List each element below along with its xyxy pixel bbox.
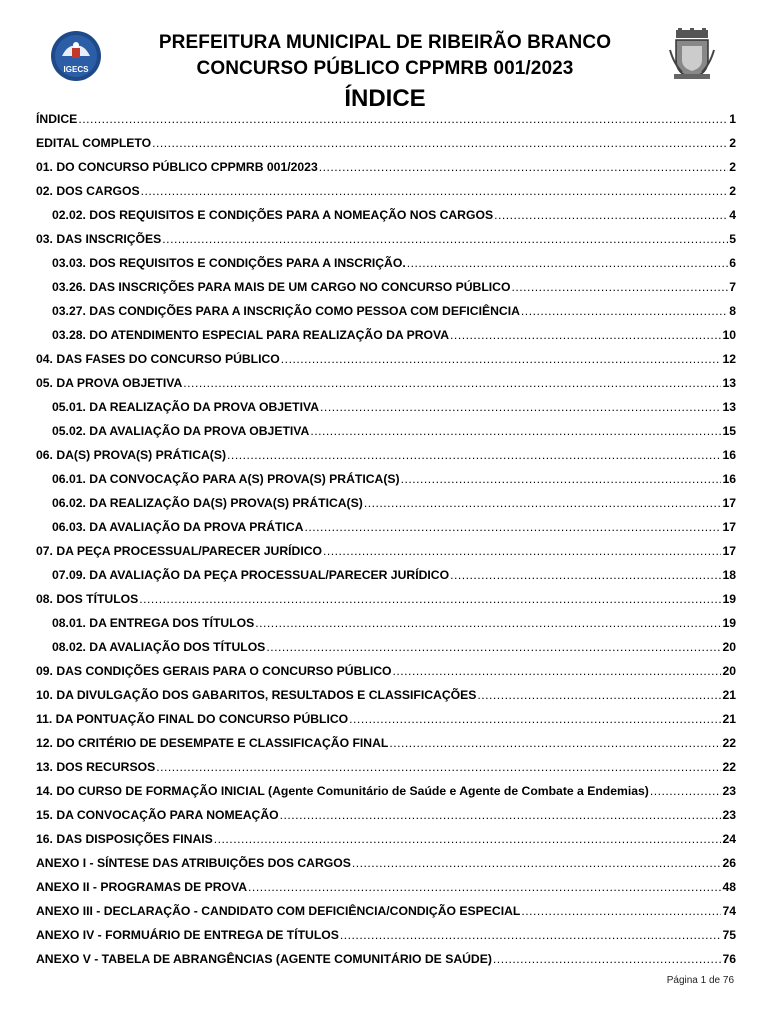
- toc-entry-label: 09. DAS CONDIÇÕES GERAIS PARA O CONCURSO PÚBLICO: [36, 664, 392, 678]
- header-institution: PREFEITURA MUNICIPAL DE RIBEIRÃO BRANCO: [158, 32, 612, 53]
- toc-entry-label: 14. DO CURSO DE FORMAÇÃO INICIAL (Agente Comunitário de Saúde e Agente de Combate a Endemias): [36, 784, 649, 798]
- toc-entry-label: 15. DA CONVOCAÇÃO PARA NOMEAÇÃO: [36, 808, 279, 822]
- toc-entry-page: 19: [722, 592, 736, 606]
- toc-dot-leader: [650, 779, 722, 803]
- toc-dot-leader: [407, 251, 728, 275]
- toc-entry-page: 24: [722, 832, 736, 846]
- toc-entry-page: 18: [722, 568, 736, 582]
- toc-dot-leader: [152, 131, 728, 155]
- toc-entry-page: 4: [729, 208, 736, 222]
- toc-entry-page: 1: [729, 112, 736, 126]
- toc-entry[interactable]: [36, 491, 736, 515]
- toc-dot-leader: [139, 587, 721, 611]
- toc-entry-page: 20: [722, 640, 736, 654]
- toc-entry-page: 16: [722, 472, 736, 486]
- toc-entry-label: 06.01. DA CONVOCAÇÃO PARA A(S) PROVA(S) PRÁTICA(S): [52, 472, 400, 486]
- toc-entry-label: 05. DA PROVA OBJETIVA: [36, 376, 183, 390]
- toc-entry-label: ÍNDICE: [36, 112, 78, 126]
- toc-dot-leader: [255, 611, 721, 635]
- toc-dot-leader: [511, 275, 728, 299]
- page-number-footer: Página 1 de 76: [666, 975, 734, 986]
- toc-entry[interactable]: [36, 563, 736, 587]
- toc-entry[interactable]: [36, 515, 736, 539]
- toc-entry-label: 07.09. DA AVALIAÇÃO DA PEÇA PROCESSUAL/PARECER JURÍDICO: [52, 568, 450, 582]
- toc-entry[interactable]: [36, 707, 736, 731]
- toc-dot-leader: [450, 323, 721, 347]
- toc-entry-label: 03.28. DO ATENDIMENTO ESPECIAL PARA REALIZAÇÃO DA PROVA: [52, 328, 450, 342]
- toc-entry-label: ANEXO I - SÍNTESE DAS ATRIBUIÇÕES DOS CARGOS: [36, 856, 351, 870]
- toc-dot-leader: [349, 707, 721, 731]
- toc-entry[interactable]: [36, 275, 736, 299]
- toc-entry[interactable]: [36, 803, 736, 827]
- toc-entry-label: 11. DA PONTUAÇÃO FINAL DO CONCURSO PÚBLICO: [36, 712, 349, 726]
- toc-entry-label: ANEXO III - DECLARAÇÃO - CANDIDATO COM DEFICIÊNCIA/CONDIÇÃO ESPECIAL: [36, 904, 521, 918]
- toc-dot-leader: [393, 659, 722, 683]
- toc-entry[interactable]: [36, 923, 736, 947]
- toc-dot-leader: [78, 107, 728, 131]
- toc-entry-label: 12. DO CRITÉRIO DE DESEMPATE E CLASSIFICAÇÃO FINAL: [36, 736, 389, 750]
- toc-entry[interactable]: [36, 467, 736, 491]
- toc-dot-leader: [340, 923, 722, 947]
- toc-entry[interactable]: [36, 323, 736, 347]
- table-of-contents: [36, 107, 736, 971]
- toc-entry[interactable]: [36, 899, 736, 923]
- toc-entry[interactable]: [36, 683, 736, 707]
- toc-dot-leader: [280, 803, 722, 827]
- toc-entry-page: 2: [729, 136, 736, 150]
- toc-entry-page: 12: [722, 352, 736, 366]
- toc-entry-page: 19: [722, 616, 736, 630]
- toc-dot-leader: [162, 227, 728, 251]
- toc-entry-page: 15: [722, 424, 736, 438]
- toc-dot-leader: [323, 539, 721, 563]
- toc-dot-leader: [266, 635, 721, 659]
- toc-entry-page: 13: [722, 400, 736, 414]
- toc-entry[interactable]: [36, 419, 736, 443]
- toc-entry[interactable]: [36, 827, 736, 851]
- toc-dot-leader: [477, 683, 721, 707]
- toc-dot-leader: [281, 347, 722, 371]
- toc-entry-label: 06. DA(S) PROVA(S) PRÁTICA(S): [36, 448, 227, 462]
- toc-entry-label: ANEXO II - PROGRAMAS DE PROVA: [36, 880, 248, 894]
- toc-entry[interactable]: [36, 731, 736, 755]
- toc-entry-page: 21: [722, 688, 736, 702]
- toc-entry-label: 10. DA DIVULGAÇÃO DOS GABARITOS, RESULTADOS E CLASSIFICAÇÕES: [36, 688, 477, 702]
- toc-entry-label: 13. DOS RECURSOS: [36, 760, 156, 774]
- toc-entry[interactable]: [36, 371, 736, 395]
- toc-entry[interactable]: [36, 395, 736, 419]
- toc-entry[interactable]: [36, 299, 736, 323]
- toc-entry[interactable]: [36, 851, 736, 875]
- toc-entry-page: 48: [722, 880, 736, 894]
- toc-entry[interactable]: [36, 347, 736, 371]
- toc-dot-leader: [214, 827, 722, 851]
- toc-entry[interactable]: [36, 779, 736, 803]
- toc-entry-label: EDITAL COMPLETO: [36, 136, 152, 150]
- toc-entry-page: 20: [722, 664, 736, 678]
- toc-entry-label: 16. DAS DISPOSIÇÕES FINAIS: [36, 832, 213, 846]
- toc-dot-leader: [156, 755, 721, 779]
- toc-entry-label: 07. DA PEÇA PROCESSUAL/PARECER JURÍDICO: [36, 544, 322, 558]
- toc-entry-label: ANEXO IV - FORMUÁRIO DE ENTREGA DE TÍTULOS: [36, 928, 339, 942]
- toc-entry[interactable]: [36, 947, 736, 971]
- document-header: [0, 30, 770, 114]
- page-title: ÍNDICE: [344, 85, 426, 112]
- toc-dot-leader: [248, 875, 721, 899]
- toc-entry-page: 76: [722, 952, 736, 966]
- toc-dot-leader: [141, 179, 729, 203]
- toc-dot-leader: [494, 203, 728, 227]
- toc-entry-page: 17: [722, 544, 736, 558]
- toc-entry-page: 17: [722, 520, 736, 534]
- toc-dot-leader: [310, 419, 721, 443]
- toc-entry-page: 5: [729, 232, 736, 246]
- toc-entry-label: 08.01. DA ENTREGA DOS TÍTULOS: [52, 616, 255, 630]
- toc-entry[interactable]: [36, 875, 736, 899]
- toc-dot-leader: [320, 395, 721, 419]
- toc-entry-page: 2: [729, 160, 736, 174]
- toc-entry-label: 03. DAS INSCRIÇÕES: [36, 232, 162, 246]
- toc-entry-label: 02. DOS CARGOS: [36, 184, 140, 198]
- toc-entry[interactable]: [36, 155, 736, 179]
- toc-dot-leader: [183, 371, 721, 395]
- toc-dot-leader: [401, 467, 722, 491]
- toc-entry-page: 13: [722, 376, 736, 390]
- toc-entry-label: 05.02. DA AVALIAÇÃO DA PROVA OBJETIVA: [52, 424, 310, 438]
- toc-entry-page: 8: [729, 304, 736, 318]
- toc-entry[interactable]: [36, 251, 736, 275]
- toc-entry[interactable]: [36, 443, 736, 467]
- toc-entry-page: 22: [722, 736, 736, 750]
- toc-entry-label: 08. DOS TÍTULOS: [36, 592, 139, 606]
- toc-entry-label: 05.01. DA REALIZAÇÃO DA PROVA OBJETIVA: [52, 400, 320, 414]
- toc-entry-page: 16: [722, 448, 736, 462]
- toc-entry-label: 01. DO CONCURSO PÚBLICO CPPMRB 001/2023: [36, 160, 318, 174]
- toc-entry-page: 23: [722, 784, 736, 798]
- toc-entry-label: 03.26. DAS INSCRIÇÕES PARA MAIS DE UM CARGO NO CONCURSO PÚBLICO: [52, 280, 511, 294]
- toc-dot-leader: [521, 899, 721, 923]
- toc-entry[interactable]: [36, 635, 736, 659]
- toc-entry[interactable]: [36, 587, 736, 611]
- toc-entry[interactable]: [36, 131, 736, 155]
- toc-entry[interactable]: [36, 659, 736, 683]
- toc-dot-leader: [304, 515, 721, 539]
- toc-dot-leader: [389, 731, 721, 755]
- toc-entry-page: 75: [722, 928, 736, 942]
- toc-entry-label: 03.27. DAS CONDIÇÕES PARA A INSCRIÇÃO COMO PESSOA COM DEFICIÊNCIA: [52, 304, 520, 318]
- toc-entry[interactable]: [36, 755, 736, 779]
- toc-entry-page: 6: [729, 256, 736, 270]
- toc-entry-page: 26: [722, 856, 736, 870]
- toc-entry-label: 08.02. DA AVALIAÇÃO DOS TÍTULOS: [52, 640, 266, 654]
- toc-entry-page: 7: [729, 280, 736, 294]
- toc-entry[interactable]: [36, 203, 736, 227]
- header-contest: CONCURSO PÚBLICO CPPMRB 001/2023: [196, 58, 574, 79]
- toc-entry-label: ANEXO V - TABELA DE ABRANGÊNCIAS (AGENTE COMUNITÁRIO DE SAÚDE): [36, 952, 492, 966]
- toc-entry-label: 02.02. DOS REQUISITOS E CONDIÇÕES PARA A NOMEAÇÃO NOS CARGOS: [52, 208, 494, 222]
- toc-entry-label: 04. DAS FASES DO CONCURSO PÚBLICO: [36, 352, 280, 366]
- toc-entry-label: 03.03. DOS REQUISITOS E CONDIÇÕES PARA A INSCRIÇÃO.: [52, 256, 406, 270]
- toc-entry-page: 10: [722, 328, 736, 342]
- toc-entry[interactable]: [36, 227, 736, 251]
- toc-dot-leader: [364, 491, 722, 515]
- toc-entry[interactable]: [36, 539, 736, 563]
- toc-entry-label: 06.03. DA AVALIAÇÃO DA PROVA PRÁTICA: [52, 520, 304, 534]
- toc-dot-leader: [227, 443, 721, 467]
- toc-entry-page: 74: [722, 904, 736, 918]
- toc-entry[interactable]: [36, 107, 736, 131]
- toc-dot-leader: [521, 299, 728, 323]
- toc-dot-leader: [352, 851, 722, 875]
- toc-entry-page: 21: [722, 712, 736, 726]
- toc-entry-page: 2: [729, 184, 736, 198]
- toc-dot-leader: [493, 947, 722, 971]
- toc-entry-page: 22: [722, 760, 736, 774]
- toc-entry-page: 17: [722, 496, 736, 510]
- toc-entry-page: 23: [722, 808, 736, 822]
- toc-dot-leader: [319, 155, 728, 179]
- logo-left-text: IGECS: [63, 65, 89, 74]
- toc-entry-label: 06.02. DA REALIZAÇÃO DA(S) PROVA(S) PRÁTICA(S): [52, 496, 363, 510]
- toc-entry[interactable]: [36, 611, 736, 635]
- toc-dot-leader: [450, 563, 721, 587]
- toc-entry[interactable]: [36, 179, 736, 203]
